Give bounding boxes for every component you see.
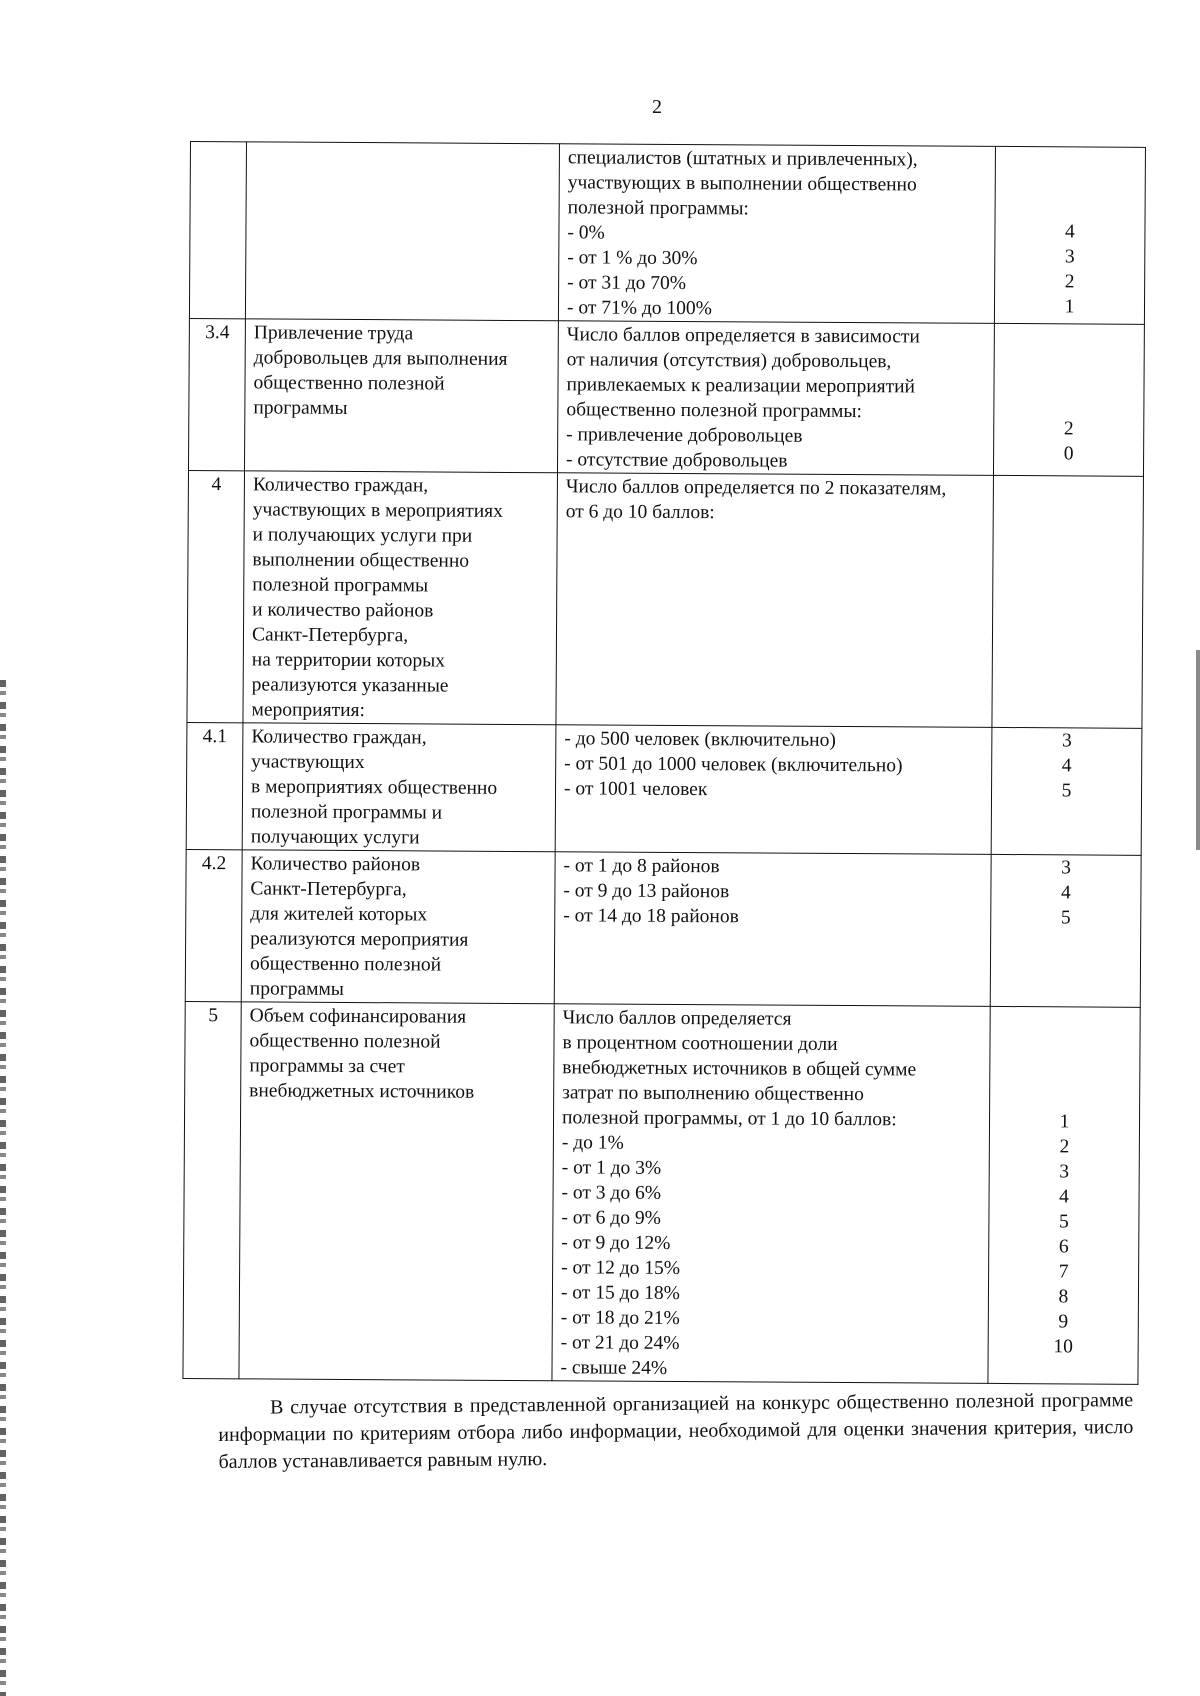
table-row bbox=[189, 142, 1145, 325]
criterion-line: для жителей которых bbox=[250, 903, 428, 926]
table-row bbox=[188, 318, 1144, 476]
row-number: 4.1 bbox=[186, 722, 243, 849]
description-cell bbox=[557, 321, 994, 476]
description-line: - до 500 человек (включительно) bbox=[564, 728, 836, 751]
description-line: - до 1% bbox=[561, 1132, 624, 1154]
description-line: - 0% bbox=[567, 222, 605, 244]
scan-edge-left bbox=[0, 680, 6, 1696]
criterion-line: реализуются мероприятия bbox=[250, 928, 469, 951]
points-value: 8 bbox=[1058, 1286, 1069, 1308]
row-number: 4.2 bbox=[185, 849, 242, 1001]
points-value: 2 bbox=[1064, 271, 1075, 293]
description-cell bbox=[554, 852, 991, 1007]
row-number bbox=[189, 142, 246, 319]
points-value: 3 bbox=[1061, 857, 1072, 879]
table-row bbox=[187, 470, 1144, 728]
points-value: 4 bbox=[1060, 882, 1071, 904]
points-value: 0 bbox=[1063, 443, 1074, 465]
description-line: внебюджетных источников в общей сумме bbox=[562, 1057, 917, 1081]
points-value: 3 bbox=[1059, 1161, 1070, 1183]
criterion-line: внебюджетных источников bbox=[249, 1080, 475, 1103]
criterion-line: Количество граждан, bbox=[252, 474, 429, 497]
criterion-line: участвующих bbox=[251, 751, 365, 774]
points-value: 4 bbox=[1065, 221, 1075, 243]
description-line: - от 1 до 3% bbox=[561, 1157, 662, 1179]
points-cell bbox=[991, 727, 1142, 855]
description-line: специалистов (штатных и привлеченных), bbox=[567, 147, 918, 171]
criterion-line: Санкт-Петербурга, bbox=[250, 878, 407, 901]
description-line: - от 3 до 6% bbox=[561, 1182, 662, 1204]
scan-edge-right bbox=[1196, 650, 1200, 850]
footer-note: В случае отсутствия в представленной организацией на конкурс общественно полезной программе информации по критериям отбора либо информации, необходимой для оценки значения критерия, число баллов устанавливается равным нулю. bbox=[218, 1389, 1134, 1473]
criterion-line: выполнении общественно bbox=[252, 549, 470, 572]
points-value: 2 bbox=[1059, 1136, 1070, 1158]
points-value: 10 bbox=[1053, 1336, 1073, 1358]
description-line: - от 9 до 13 районов bbox=[563, 880, 730, 903]
description-line: - привлечение добровольцев bbox=[566, 424, 803, 447]
criterion-line: общественно полезной bbox=[249, 953, 442, 976]
criteria-table-body bbox=[183, 142, 1146, 1385]
points-value: 2 bbox=[1063, 418, 1074, 440]
criterion-line: в мероприятиях общественно bbox=[250, 776, 498, 799]
points-value: 5 bbox=[1060, 907, 1071, 929]
description-line: общественно полезной программы: bbox=[566, 399, 862, 423]
criterion-line: участвующих в мероприятиях bbox=[252, 499, 503, 522]
description-line: Число баллов определяется по 2 показателям, bbox=[565, 476, 947, 500]
description-line: участвующих в выполнении общественно bbox=[567, 172, 917, 196]
criterion-line: программы bbox=[253, 397, 348, 419]
criterion-line: Количество районов bbox=[250, 853, 421, 876]
points-value: 1 bbox=[1059, 1111, 1070, 1133]
description-line: - отсутствие добровольцев bbox=[565, 449, 788, 472]
points-cell bbox=[988, 1006, 1140, 1384]
page-number: 2 bbox=[652, 96, 662, 118]
description-line: - от 6 до 9% bbox=[561, 1207, 661, 1229]
criterion-line: реализуются указанные bbox=[251, 674, 449, 697]
description-line: полезной программы, от 1 до 10 баллов: bbox=[561, 1107, 897, 1131]
description-line: Число баллов определяется в зависимости bbox=[566, 324, 920, 348]
points-value: 4 bbox=[1061, 755, 1072, 777]
points-value: 5 bbox=[1061, 780, 1072, 802]
criterion-line: Количество граждан, bbox=[251, 726, 427, 749]
points-value: 1 bbox=[1064, 296, 1075, 318]
description-line: в процентном соотношении доли bbox=[562, 1032, 838, 1055]
criterion-line: общественно полезной bbox=[249, 1030, 441, 1053]
description-line: - от 18 до 21% bbox=[560, 1307, 680, 1330]
description-line: - от 71% до 100% bbox=[566, 297, 712, 320]
points-value: 6 bbox=[1058, 1236, 1069, 1258]
criterion-line: полезной программы и bbox=[250, 801, 443, 824]
description-line: - от 31 до 70% bbox=[567, 272, 687, 295]
criterion-cell bbox=[243, 471, 558, 725]
criterion-line: Привлечение труда bbox=[253, 322, 414, 345]
criterion-cell bbox=[241, 850, 555, 1004]
criterion-line: и количество районов bbox=[252, 599, 434, 622]
criterion-line: получающих услуги bbox=[250, 826, 420, 849]
points-value: 3 bbox=[1064, 246, 1075, 268]
description-line: - от 1001 человек bbox=[563, 778, 708, 801]
table-row bbox=[183, 1001, 1140, 1384]
row-number: 4 bbox=[187, 470, 245, 722]
points-cell bbox=[993, 323, 1144, 476]
description-line: - от 1 % до 30% bbox=[567, 247, 698, 270]
points-cell bbox=[992, 475, 1144, 728]
description-line: - свыше 24% bbox=[560, 1357, 668, 1379]
points-cell bbox=[994, 146, 1145, 324]
row-number: 3.4 bbox=[188, 318, 245, 470]
criterion-line: общественно полезной bbox=[253, 372, 445, 395]
description-cell bbox=[556, 473, 994, 728]
description-line: полезной программы: bbox=[567, 197, 749, 220]
description-cell bbox=[555, 725, 992, 855]
criteria-table bbox=[182, 141, 1146, 1385]
points-value: 9 bbox=[1058, 1311, 1069, 1333]
points-value: 7 bbox=[1058, 1261, 1069, 1283]
criterion-line: и получающих услуги при bbox=[252, 524, 473, 547]
criterion-cell bbox=[244, 319, 558, 473]
criterion-line: программы за счет bbox=[249, 1055, 405, 1078]
description-line: - от 15 до 18% bbox=[560, 1282, 680, 1305]
points-cell bbox=[990, 854, 1141, 1007]
criterion-line: программы bbox=[249, 978, 345, 1000]
points-value: 3 bbox=[1061, 730, 1072, 752]
points-value: 4 bbox=[1059, 1186, 1070, 1208]
row-number: 5 bbox=[183, 1001, 241, 1378]
criterion-line: добровольцев для выполнения bbox=[253, 347, 508, 370]
description-line: - от 14 до 18 районов bbox=[563, 905, 739, 928]
description-cell bbox=[558, 144, 995, 324]
points-value: 5 bbox=[1058, 1211, 1069, 1233]
table-row bbox=[186, 722, 1142, 855]
description-line: - от 21 до 24% bbox=[560, 1332, 680, 1355]
table-row bbox=[185, 849, 1141, 1007]
description-line: - от 501 до 1000 человек (включительно) bbox=[564, 753, 903, 777]
criterion-line: полезной программы bbox=[252, 574, 429, 597]
criterion-cell bbox=[239, 1002, 554, 1381]
description-line: Число баллов определяется bbox=[562, 1007, 792, 1030]
criterion-cell bbox=[245, 142, 559, 321]
description-line: затрат по выполнению общественно bbox=[562, 1082, 864, 1106]
description-cell bbox=[552, 1004, 990, 1384]
description-line: привлекаемых к реализации мероприятий bbox=[566, 374, 916, 398]
criterion-line: мероприятия: bbox=[251, 699, 366, 722]
description-line: - от 12 до 15% bbox=[561, 1257, 681, 1280]
description-line: от наличия (отсутствия) добровольцев, bbox=[566, 349, 892, 373]
description-line: от 6 до 10 баллов: bbox=[565, 501, 715, 524]
criterion-line: Санкт-Петербурга, bbox=[251, 624, 409, 647]
criterion-line: Объем софинансирования bbox=[249, 1005, 467, 1028]
description-line: - от 1 до 8 районов bbox=[563, 855, 720, 878]
description-line: - от 9 до 12% bbox=[561, 1232, 671, 1254]
criterion-line: на территории которых bbox=[251, 649, 446, 672]
criterion-cell bbox=[242, 723, 556, 852]
